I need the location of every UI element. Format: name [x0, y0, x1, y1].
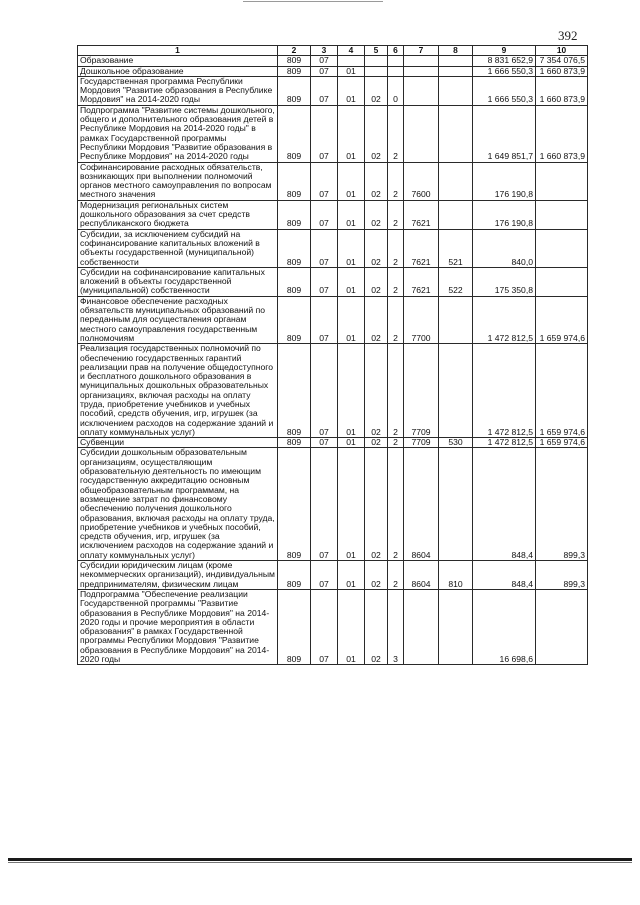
header-cell: 10	[536, 46, 588, 56]
table-body	[78, 56, 588, 665]
amount-2015-cell: 1 472 812,5	[473, 438, 536, 448]
program-cell: 02	[365, 344, 388, 438]
program-cell: 02	[365, 448, 388, 561]
section-cell: 07	[311, 229, 338, 267]
item-code-cell: 7621	[404, 200, 439, 229]
subsection-cell	[338, 56, 365, 66]
subprogram-cell	[388, 56, 404, 66]
table-row	[78, 200, 588, 229]
expense-type-cell	[439, 66, 473, 76]
amount-2016-cell: 1 660 873,9	[536, 66, 588, 76]
item-code-cell	[404, 589, 439, 664]
item-code-cell: 7621	[404, 267, 439, 296]
section-cell: 07	[311, 162, 338, 200]
subprogram-cell: 2	[388, 296, 404, 343]
amount-2015-cell: 8 831 652,9	[473, 56, 536, 66]
amount-2015-cell: 1 649 851,7	[473, 105, 536, 162]
bottom-rule-thin	[8, 862, 632, 863]
item-code-cell: 8604	[404, 561, 439, 590]
amount-2016-cell: 1 660 873,9	[536, 76, 588, 105]
subsection-cell: 01	[338, 66, 365, 76]
subprogram-cell: 2	[388, 200, 404, 229]
expense-type-cell: 521	[439, 229, 473, 267]
amount-2016-cell: 899,3	[536, 561, 588, 590]
program-cell: 02	[365, 296, 388, 343]
table-row	[78, 589, 588, 664]
amount-2016-cell	[536, 267, 588, 296]
header-cell: 6	[388, 46, 404, 56]
scan-top-mark	[243, 1, 383, 2]
agency-code-cell: 809	[278, 561, 311, 590]
agency-code-cell: 809	[278, 162, 311, 200]
amount-2015-cell: 1 472 812,5	[473, 344, 536, 438]
agency-code-cell: 809	[278, 589, 311, 664]
header-cell: 8	[439, 46, 473, 56]
table-row	[78, 344, 588, 438]
item-code-cell: 7600	[404, 162, 439, 200]
expense-type-cell: 810	[439, 561, 473, 590]
row-name-cell: Подпрограмма "Обеспечение реализации Государственной программы "Развитие образования в Республике Мордовия" на 2014-2020 годы и прочие мероприятия в области образования" в рамках Государственной программы Республики Мордовия "Развитие образования в Республике Мордовия" на 2014-2020 годы	[78, 589, 278, 664]
subsection-cell: 01	[338, 561, 365, 590]
header-cell: 2	[278, 46, 311, 56]
program-cell: 02	[365, 76, 388, 105]
expense-type-cell	[439, 76, 473, 105]
subprogram-cell: 2	[388, 344, 404, 438]
program-cell: 02	[365, 267, 388, 296]
item-code-cell	[404, 105, 439, 162]
table-row	[78, 162, 588, 200]
amount-2015-cell: 1 666 550,3	[473, 66, 536, 76]
amount-2016-cell: 1 660 873,9	[536, 105, 588, 162]
program-cell	[365, 66, 388, 76]
program-cell: 02	[365, 589, 388, 664]
row-name-cell: Субсидии на софинансирование капитальных вложений в объекты государственной (муниципальной) собственности	[78, 267, 278, 296]
section-cell: 07	[311, 344, 338, 438]
item-code-cell: 8604	[404, 448, 439, 561]
amount-2016-cell	[536, 229, 588, 267]
program-cell: 02	[365, 162, 388, 200]
amount-2015-cell: 848,4	[473, 448, 536, 561]
agency-code-cell: 809	[278, 66, 311, 76]
table-header-row	[78, 46, 588, 56]
table-row	[78, 105, 588, 162]
amount-2015-cell: 176 190,8	[473, 200, 536, 229]
item-code-cell	[404, 66, 439, 76]
subprogram-cell: 2	[388, 229, 404, 267]
amount-2015-cell: 1 472 812,5	[473, 296, 536, 343]
section-cell: 07	[311, 66, 338, 76]
item-code-cell	[404, 76, 439, 105]
amount-2016-cell: 1 659 974,6	[536, 438, 588, 448]
bottom-rule	[8, 858, 632, 861]
row-name-cell: Субсидии дошкольным образовательным организациям, осуществляющим образовательную деятельность по имеющим государственную аккредитацию основным общеобразовательным программам, на возмещение затрат по финансовому обеспечению получения дошкольного образования, включая расходы на оплату труда, приобретение учебников и учебных пособий, средств обучения, игр, игрушек (за исключением расходов на содержание зданий и оплату коммунальных услуг)	[78, 448, 278, 561]
amount-2016-cell: 1 659 974,6	[536, 296, 588, 343]
agency-code-cell: 809	[278, 56, 311, 66]
row-name-cell: Дошкольное образование	[78, 66, 278, 76]
amount-2016-cell	[536, 162, 588, 200]
subprogram-cell	[388, 66, 404, 76]
subsection-cell: 01	[338, 229, 365, 267]
item-code-cell	[404, 56, 439, 66]
amount-2016-cell: 899,3	[536, 448, 588, 561]
program-cell: 02	[365, 229, 388, 267]
budget-table	[77, 45, 588, 665]
expense-type-cell: 530	[439, 438, 473, 448]
amount-2016-cell: 7 354 076,5	[536, 56, 588, 66]
expense-type-cell	[439, 296, 473, 343]
row-name-cell: Субсидии, за исключением субсидий на софинансирование капитальных вложений в объекты государственной (муниципальной) собственности	[78, 229, 278, 267]
agency-code-cell: 809	[278, 76, 311, 105]
row-name-cell: Модернизация региональных систем дошкольного образования за счет средств республиканского бюджета	[78, 200, 278, 229]
table-row	[78, 448, 588, 561]
row-name-cell: Государственная программа Республики Мордовия "Развитие образования в Республике Мордовия" на 2014-2020 годы	[78, 76, 278, 105]
subsection-cell: 01	[338, 267, 365, 296]
subsection-cell: 01	[338, 344, 365, 438]
amount-2016-cell: 1 659 974,6	[536, 344, 588, 438]
header-cell: 3	[311, 46, 338, 56]
section-cell: 07	[311, 200, 338, 229]
amount-2016-cell	[536, 200, 588, 229]
program-cell: 02	[365, 561, 388, 590]
table-row	[78, 561, 588, 590]
expense-type-cell	[439, 56, 473, 66]
table-row	[78, 296, 588, 343]
expense-type-cell	[439, 448, 473, 561]
subsection-cell: 01	[338, 589, 365, 664]
expense-type-cell	[439, 589, 473, 664]
subprogram-cell: 2	[388, 438, 404, 448]
subprogram-cell: 2	[388, 448, 404, 561]
amount-2015-cell: 16 698,6	[473, 589, 536, 664]
expense-type-cell	[439, 162, 473, 200]
expense-type-cell	[439, 105, 473, 162]
row-name-cell: Субвенции	[78, 438, 278, 448]
subprogram-cell: 0	[388, 76, 404, 105]
agency-code-cell: 809	[278, 344, 311, 438]
amount-2016-cell	[536, 589, 588, 664]
amount-2015-cell: 175 350,8	[473, 267, 536, 296]
subprogram-cell: 2	[388, 105, 404, 162]
subprogram-cell: 3	[388, 589, 404, 664]
amount-2015-cell: 848,4	[473, 561, 536, 590]
subsection-cell: 01	[338, 448, 365, 561]
program-cell	[365, 56, 388, 66]
item-code-cell: 7621	[404, 229, 439, 267]
expense-type-cell	[439, 344, 473, 438]
section-cell: 07	[311, 561, 338, 590]
agency-code-cell: 809	[278, 105, 311, 162]
row-name-cell: Реализация государственных полномочий по обеспечению государственных гарантий реализации прав на получение общедоступного и бесплатного дошкольного образования в муниципальных дошкольных образовательных организациях, включая расходы на оплату труда, приобретение учебников и учебных пособий, средств обучения, игр, игрушек (за исключением расходов на содержание зданий и оплату коммунальных услуг)	[78, 344, 278, 438]
page-number: 392	[558, 28, 578, 43]
section-cell: 07	[311, 267, 338, 296]
item-code-cell: 7709	[404, 438, 439, 448]
header-cell: 9	[473, 46, 536, 56]
program-cell: 02	[365, 105, 388, 162]
row-name-cell: Субсидии юридическим лицам (кроме некоммерческих организаций), индивидуальным предпринимателям, физическим лицам	[78, 561, 278, 590]
expense-type-cell	[439, 200, 473, 229]
header-cell: 4	[338, 46, 365, 56]
section-cell: 07	[311, 589, 338, 664]
agency-code-cell: 809	[278, 267, 311, 296]
agency-code-cell: 809	[278, 229, 311, 267]
table-row	[78, 66, 588, 76]
program-cell: 02	[365, 438, 388, 448]
item-code-cell: 7700	[404, 296, 439, 343]
subsection-cell: 01	[338, 296, 365, 343]
amount-2015-cell: 1 666 550,3	[473, 76, 536, 105]
subsection-cell: 01	[338, 76, 365, 105]
table-row	[78, 76, 588, 105]
header-cell: 5	[365, 46, 388, 56]
amount-2015-cell: 176 190,8	[473, 162, 536, 200]
row-name-cell: Образование	[78, 56, 278, 66]
table-row	[78, 56, 588, 66]
subsection-cell: 01	[338, 105, 365, 162]
agency-code-cell: 809	[278, 200, 311, 229]
agency-code-cell: 809	[278, 438, 311, 448]
subsection-cell: 01	[338, 438, 365, 448]
row-name-cell: Софинансирование расходных обязательств, возникающих при выполнении полномочий органов местного самоуправления по вопросам местного значения	[78, 162, 278, 200]
expense-type-cell: 522	[439, 267, 473, 296]
table-row	[78, 229, 588, 267]
table-row	[78, 438, 588, 448]
item-code-cell: 7709	[404, 344, 439, 438]
subsection-cell: 01	[338, 200, 365, 229]
program-cell: 02	[365, 200, 388, 229]
section-cell: 07	[311, 105, 338, 162]
section-cell: 07	[311, 438, 338, 448]
subprogram-cell: 2	[388, 162, 404, 200]
header-cell: 1	[78, 46, 278, 56]
section-cell: 07	[311, 76, 338, 105]
section-cell: 07	[311, 56, 338, 66]
subprogram-cell: 2	[388, 267, 404, 296]
agency-code-cell: 809	[278, 448, 311, 561]
subprogram-cell: 2	[388, 561, 404, 590]
section-cell: 07	[311, 448, 338, 561]
header-cell: 7	[404, 46, 439, 56]
section-cell: 07	[311, 296, 338, 343]
row-name-cell: Финансовое обеспечение расходных обязательств муниципальных образований по переданным для осуществления органам местного самоуправления государственным полномочиям	[78, 296, 278, 343]
agency-code-cell: 809	[278, 296, 311, 343]
subsection-cell: 01	[338, 162, 365, 200]
row-name-cell: Подпрограмма "Развитие системы дошкольного, общего и дополнительного образования детей в Республике Мордовия на 2014-2020 годы" в рамках Государственной программы Республики Мордовия "Развитие образования в Республике Мордовия" на 2014-2020 годы	[78, 105, 278, 162]
table-row	[78, 267, 588, 296]
amount-2015-cell: 840,0	[473, 229, 536, 267]
